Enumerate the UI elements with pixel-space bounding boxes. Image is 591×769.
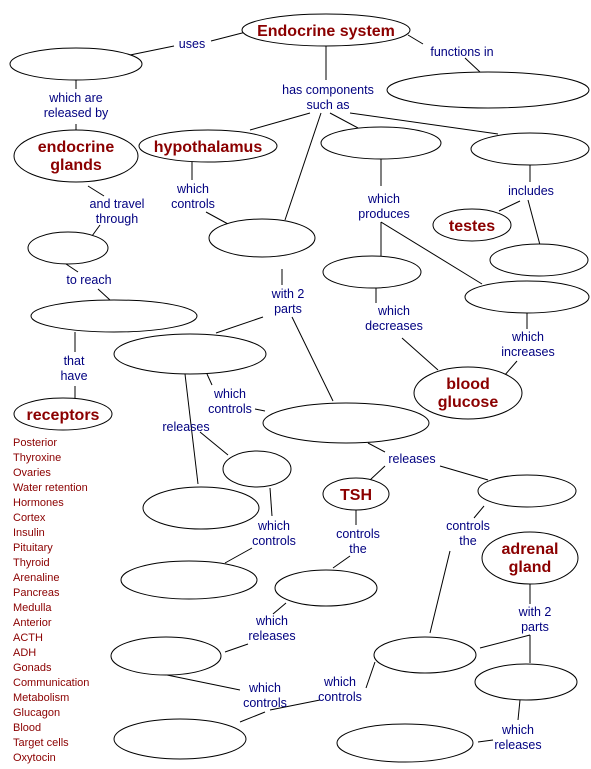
blank-node[interactable] (10, 48, 142, 80)
link-with-2-parts: with 2 parts (271, 287, 305, 316)
blank-node[interactable] (478, 475, 576, 507)
link-releases: releases (388, 452, 436, 466)
node-label: adrenal (501, 541, 559, 558)
blank-node[interactable] (263, 403, 429, 443)
node-label: glucose (437, 394, 499, 411)
concept-node-receptors (14, 398, 112, 430)
blank-node[interactable] (490, 244, 588, 276)
blank-node[interactable] (28, 232, 108, 264)
node-label: hypothalamus (153, 139, 263, 156)
link-with-2-parts: with 2 parts (518, 605, 552, 634)
word-bank-item: ADH (13, 647, 37, 659)
concept-node-tsh (323, 478, 389, 510)
word-bank-item: Water retention (13, 482, 88, 494)
concept-node-endocrine-system (242, 14, 410, 46)
blank-node[interactable] (111, 637, 221, 675)
node-label: blood (446, 376, 490, 393)
word-bank-item: Anterior (13, 617, 52, 629)
link-which-controls: which controls (252, 519, 296, 548)
word-bank-item: Pituitary (13, 542, 53, 554)
link-which-produces: which produces (358, 192, 410, 221)
link-releases: releases (162, 420, 210, 434)
word-bank-item: Cortex (13, 512, 46, 524)
word-bank-item: Insulin (13, 527, 45, 539)
word-bank-item: Glucagon (13, 707, 61, 719)
node-label: receptors (26, 407, 100, 424)
blank-node[interactable] (471, 133, 589, 165)
link-which-increases: which increases (501, 330, 555, 359)
concept-node-hypothalamus (139, 130, 277, 162)
blank-node[interactable] (223, 451, 291, 487)
blank-node[interactable] (209, 219, 315, 257)
node-label: Endocrine system (257, 23, 395, 40)
link-uses: uses (178, 37, 206, 51)
blank-node[interactable] (323, 256, 421, 288)
link-includes: includes (508, 184, 554, 198)
link-which-releases: which releases (248, 614, 296, 643)
word-bank-item: Blood (13, 722, 42, 734)
link-which-releases: which releases (494, 723, 542, 752)
word-bank-item: Metabolism (13, 692, 70, 704)
link-which-are-released-by: which are released by (43, 91, 109, 120)
concept-node-adrenal-gland (482, 532, 578, 584)
word-bank-item: Gonads (13, 662, 52, 674)
word-bank-item: Thyroid (13, 557, 50, 569)
word-bank-item: Communication (13, 677, 90, 689)
link-which-controls: which controls (171, 182, 215, 211)
link-which-controls: which controls (208, 387, 252, 416)
word-bank-item: Hormones (13, 497, 64, 509)
blank-node[interactable] (114, 719, 246, 759)
link-controls-the: controls the (446, 519, 490, 548)
link-which-controls: which controls (243, 681, 287, 710)
blank-node[interactable] (114, 334, 266, 374)
link-which-decreases: which decreases (365, 304, 423, 333)
word-bank-item: Medulla (13, 602, 52, 614)
link-has-components-such-as: has components such as (282, 83, 374, 112)
link-and-travel-through: and travel through (89, 197, 145, 226)
blank-node[interactable] (374, 637, 476, 673)
link-that-have: that have (60, 354, 88, 383)
node-label: endocrine (37, 139, 115, 156)
concept-node-testes (433, 209, 511, 241)
blank-node[interactable] (475, 664, 577, 700)
concept-node-endocrine-glands (14, 130, 138, 182)
blank-node[interactable] (143, 487, 259, 529)
blank-node[interactable] (121, 561, 257, 599)
link-functions-in: functions in (430, 45, 494, 59)
concept-node-blood-glucose (414, 367, 522, 419)
link-which-controls: which controls (318, 675, 362, 704)
blank-node[interactable] (387, 72, 589, 108)
word-bank (13, 437, 89, 764)
word-bank-item: ACTH (13, 632, 43, 644)
node-label: testes (448, 218, 496, 235)
link-controls-the: controls the (336, 527, 380, 556)
word-bank-item: Thyroxine (13, 452, 62, 464)
word-bank-item: Target cells (13, 737, 69, 749)
node-label: glands (50, 157, 102, 174)
word-bank-item: Posterior (13, 437, 58, 449)
blank-node[interactable] (275, 570, 377, 606)
blank-node[interactable] (31, 300, 197, 332)
blank-node[interactable] (321, 127, 441, 159)
blank-node[interactable] (465, 281, 589, 313)
link-to-reach: to reach (66, 273, 112, 287)
word-bank-item: Oxytocin (13, 752, 56, 764)
node-label: TSH (340, 487, 372, 504)
word-bank-item: Ovaries (13, 467, 51, 479)
word-bank-item: Pancreas (13, 587, 60, 599)
word-bank-item: Arenaline (13, 572, 60, 584)
blank-node[interactable] (337, 724, 473, 762)
node-label: gland (508, 559, 552, 576)
